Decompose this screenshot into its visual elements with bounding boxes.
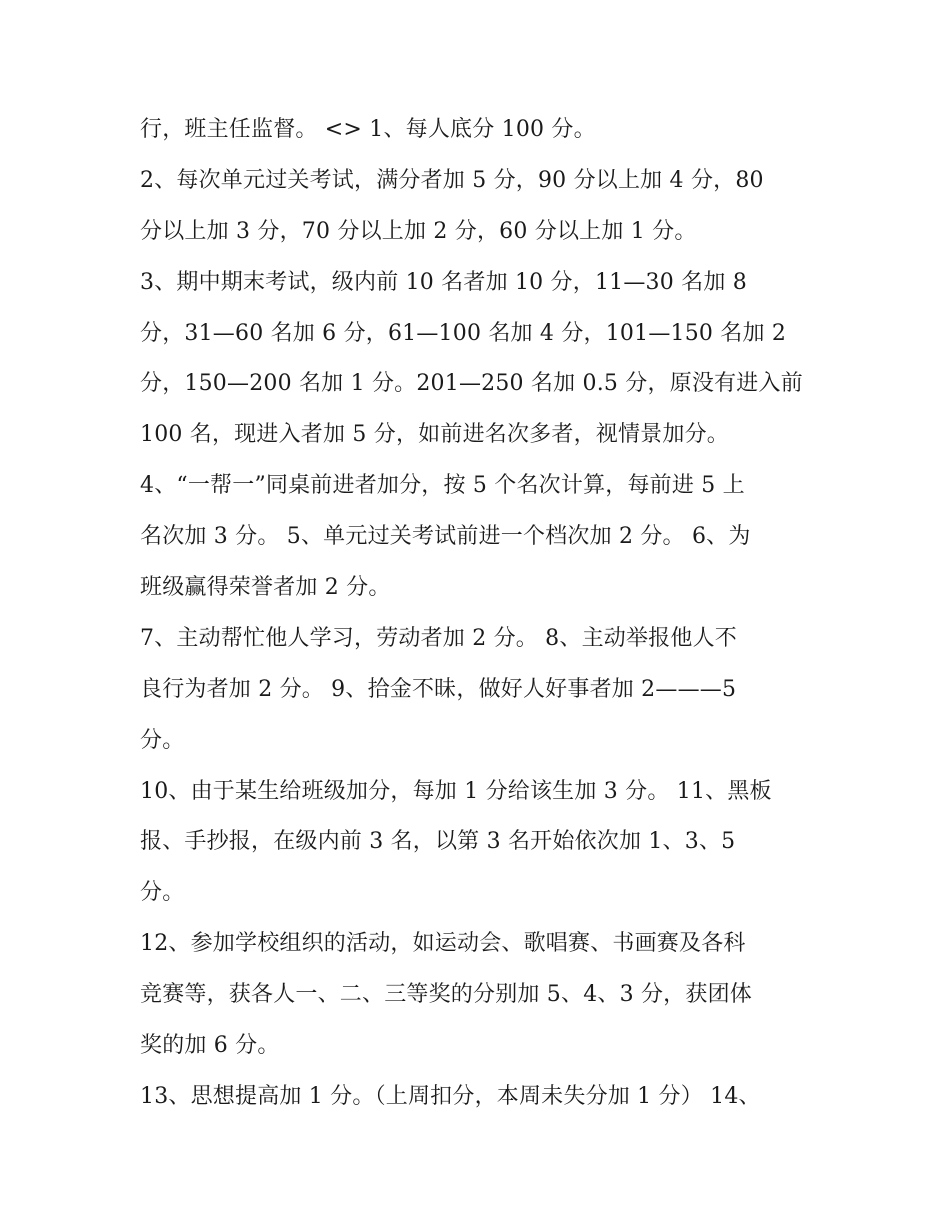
text-line: 10、由于某生给班级加分，每加 1 分给该生加 3 分。 11、黑板 bbox=[140, 778, 772, 804]
text-line: 13、思想提高加 1 分。（上周扣分，本周未失分加 1 分） 14、 bbox=[140, 1083, 761, 1109]
text-line: 分，31—60 名加 6 分，61—100 名加 4 分，101—150 名加 2 bbox=[140, 320, 787, 346]
text-line: 奖的加 6 分。 bbox=[140, 1033, 280, 1059]
text-line: 2、每次单元过关考试，满分者加 5 分，90 分以上加 4 分，80 bbox=[140, 167, 764, 193]
text-line: 100 名，现进入者加 5 分，如前进名次多者，视情景加分。 bbox=[140, 422, 729, 448]
text-line: 班级赢得荣誉者加 2 分。 bbox=[140, 575, 391, 601]
text-line: 名次加 3 分。 5、单元过关考试前进一个档次加 2 分。 6、为 bbox=[140, 524, 751, 550]
text-line: 分以上加 3 分，70 分以上加 2 分，60 分以上加 1 分。 bbox=[140, 218, 697, 244]
text-line: 分，150—200 名加 1 分。201—250 名加 0.5 分，原没有进入前 bbox=[140, 371, 803, 397]
text-line: 分。 bbox=[140, 880, 185, 906]
text-line: 3、期中期末考试，级内前 10 名者加 10 分，11—30 名加 8 bbox=[140, 269, 747, 295]
text-line: 竞赛等，获各人一、二、三等奖的分别加 5、4、3 分，获团体 bbox=[140, 982, 752, 1008]
text-line: 报、手抄报，在级内前 3 名，以第 3 名开始依次加 1、3、5 bbox=[140, 829, 736, 855]
text-line: 良行为者加 2 分。 9、拾金不昧，做好人好事者加 2———5 bbox=[140, 676, 737, 702]
text-line: 4、“一帮一”同桌前进者加分，按 5 个名次计算，每前进 5 上 bbox=[140, 473, 745, 499]
text-line: 7、主动帮忙他人学习，劳动者加 2 分。 8、主动举报他人不 bbox=[140, 625, 737, 651]
text-line: 12、参加学校组织的活动，如运动会、歌唱赛、书画赛及各科 bbox=[140, 931, 746, 957]
document-body bbox=[140, 105, 820, 1123]
text-line: 行，班主任监督。 <> 1、每人底分 100 分。 bbox=[140, 117, 596, 142]
text-line: 分。 bbox=[140, 727, 185, 753]
